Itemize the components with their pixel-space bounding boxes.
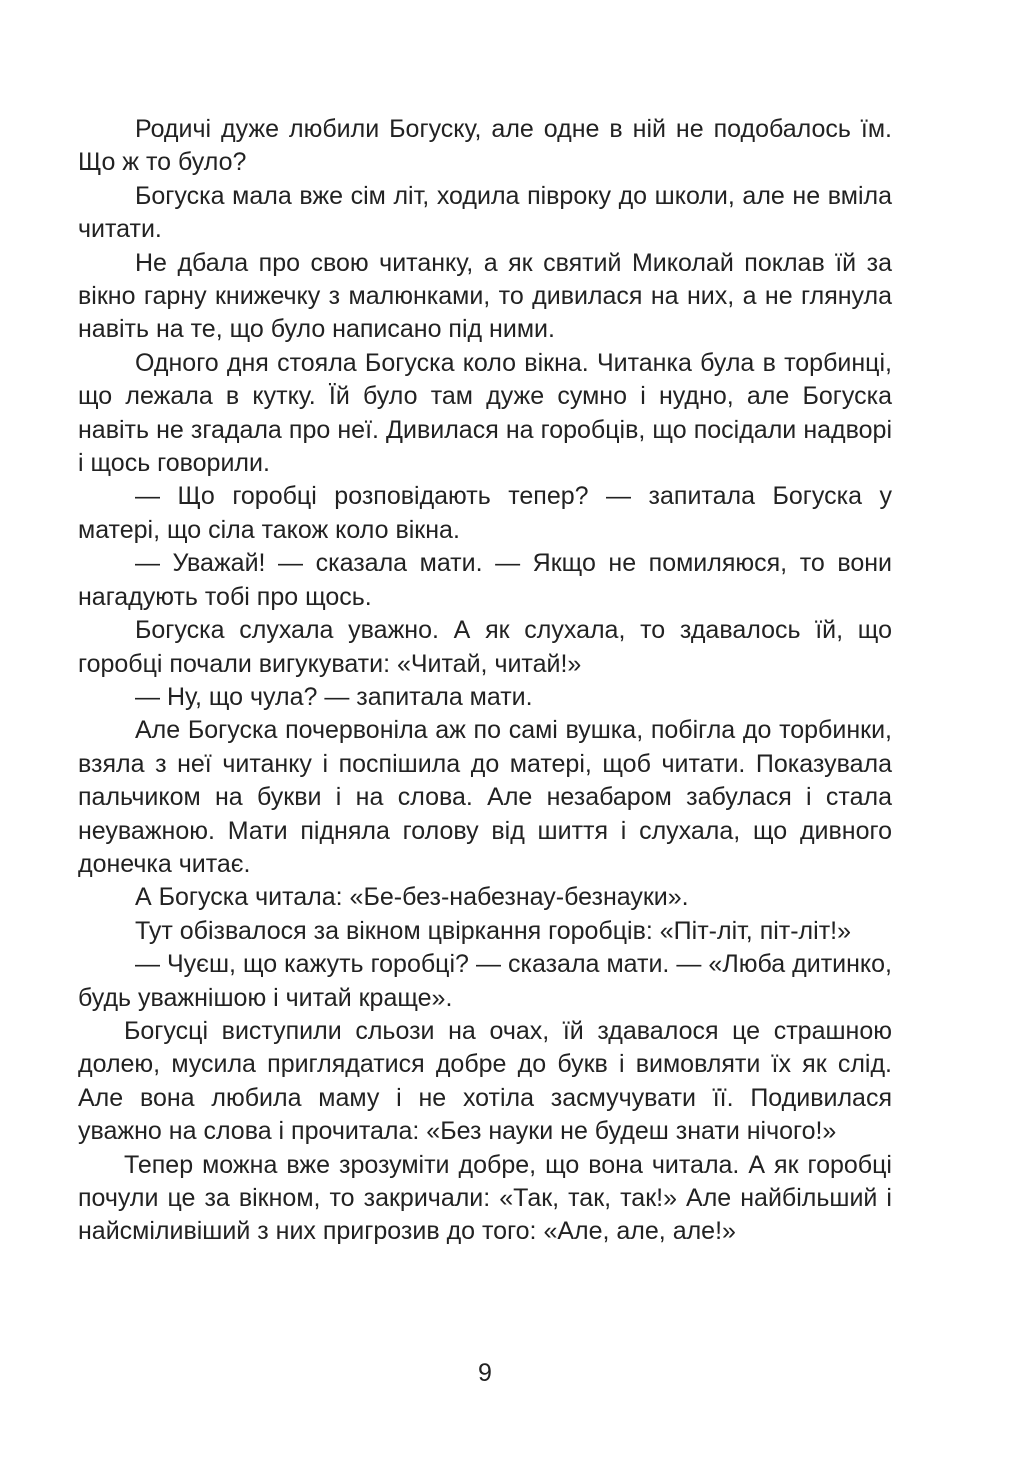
paragraph: — Що горобці розповідають тепер? — запитала Богуска у матері, що сіла також коло вікна. [78, 482, 892, 544]
paragraph: Але Богуска почервоніла аж по самі вушка, побігла до торбинки, взяла з неї читанку і поспішила до матері, щоб читати. Показувала пальчиком на букви і на слова. Але незабаром забулася і стала неуважною. Мати підняла голову від шиття і слухала, що дивного донечка читає. [78, 716, 892, 878]
paragraph: Тепер можна вже зрозуміти добре, що вона читала. А як горобці почули це за вікном, то закричали: «Так, так, так!» Але найбільший і найсміливіший з них пригрозив до того: «Але, але, але!» [78, 1150, 892, 1246]
paragraph: Богуска слухала уважно. А як слухала, то здавалось їй, що горобці почали вигукувати: «Читай, читай!» [78, 616, 892, 678]
paragraph: Богуска мала вже сім літ, ходила півроку до школи, але не вміла читати. [78, 181, 892, 244]
paragraph: Одного дня стояла Богуска коло вікна. Читанка була в торбинці, що лежала в кутку. Їй було там дуже сумно і нудно, але Богуска навіть не згадала про неї. Дивилася на горобців, що посідали надворі і щось говорили. [78, 348, 892, 478]
paragraph: — Ну, що чула? — запитала мати. [135, 682, 533, 711]
story-text [78, 113, 892, 1249]
paragraph: Не дбала про свою читанку, а як святий Миколай поклав їй за вікно гарну книжечку з малюнками, то дивилася на них, а не глянула навіть на те, що було написано під ними. [78, 248, 892, 344]
paragraph: — Чуєш, що кажуть горобці? — сказала мати. — «Люба дитинко, будь уважнішою і читай краще». [78, 950, 892, 1012]
paragraph: Родичі дуже любили Богуску, але одне в ній не подобалось їм. Що ж то було? [78, 115, 892, 177]
paragraph: Тут обізвалося за вікном цвіркання горобців: «Піт-літ, піт-літ!» [135, 916, 852, 945]
page-number: 9 [478, 1359, 492, 1387]
paragraph: А Богуска читала: «Бе-без-набезнау-безнауки». [135, 883, 689, 912]
paragraph: Богусці виступили сльози на очах, їй здавалося це страшною долею, мусила приглядатися добре до букв і вимовляти їх як слід. Але вона любила маму і не хотіла засмучувати її. Подивилася уважно на слова і прочитала: «Без науки не будеш знати нічого!» [78, 1016, 892, 1146]
paragraph: — Уважай! — сказала мати. — Якщо не помиляюся, то вони нагадують тобі про щось. [78, 549, 892, 611]
